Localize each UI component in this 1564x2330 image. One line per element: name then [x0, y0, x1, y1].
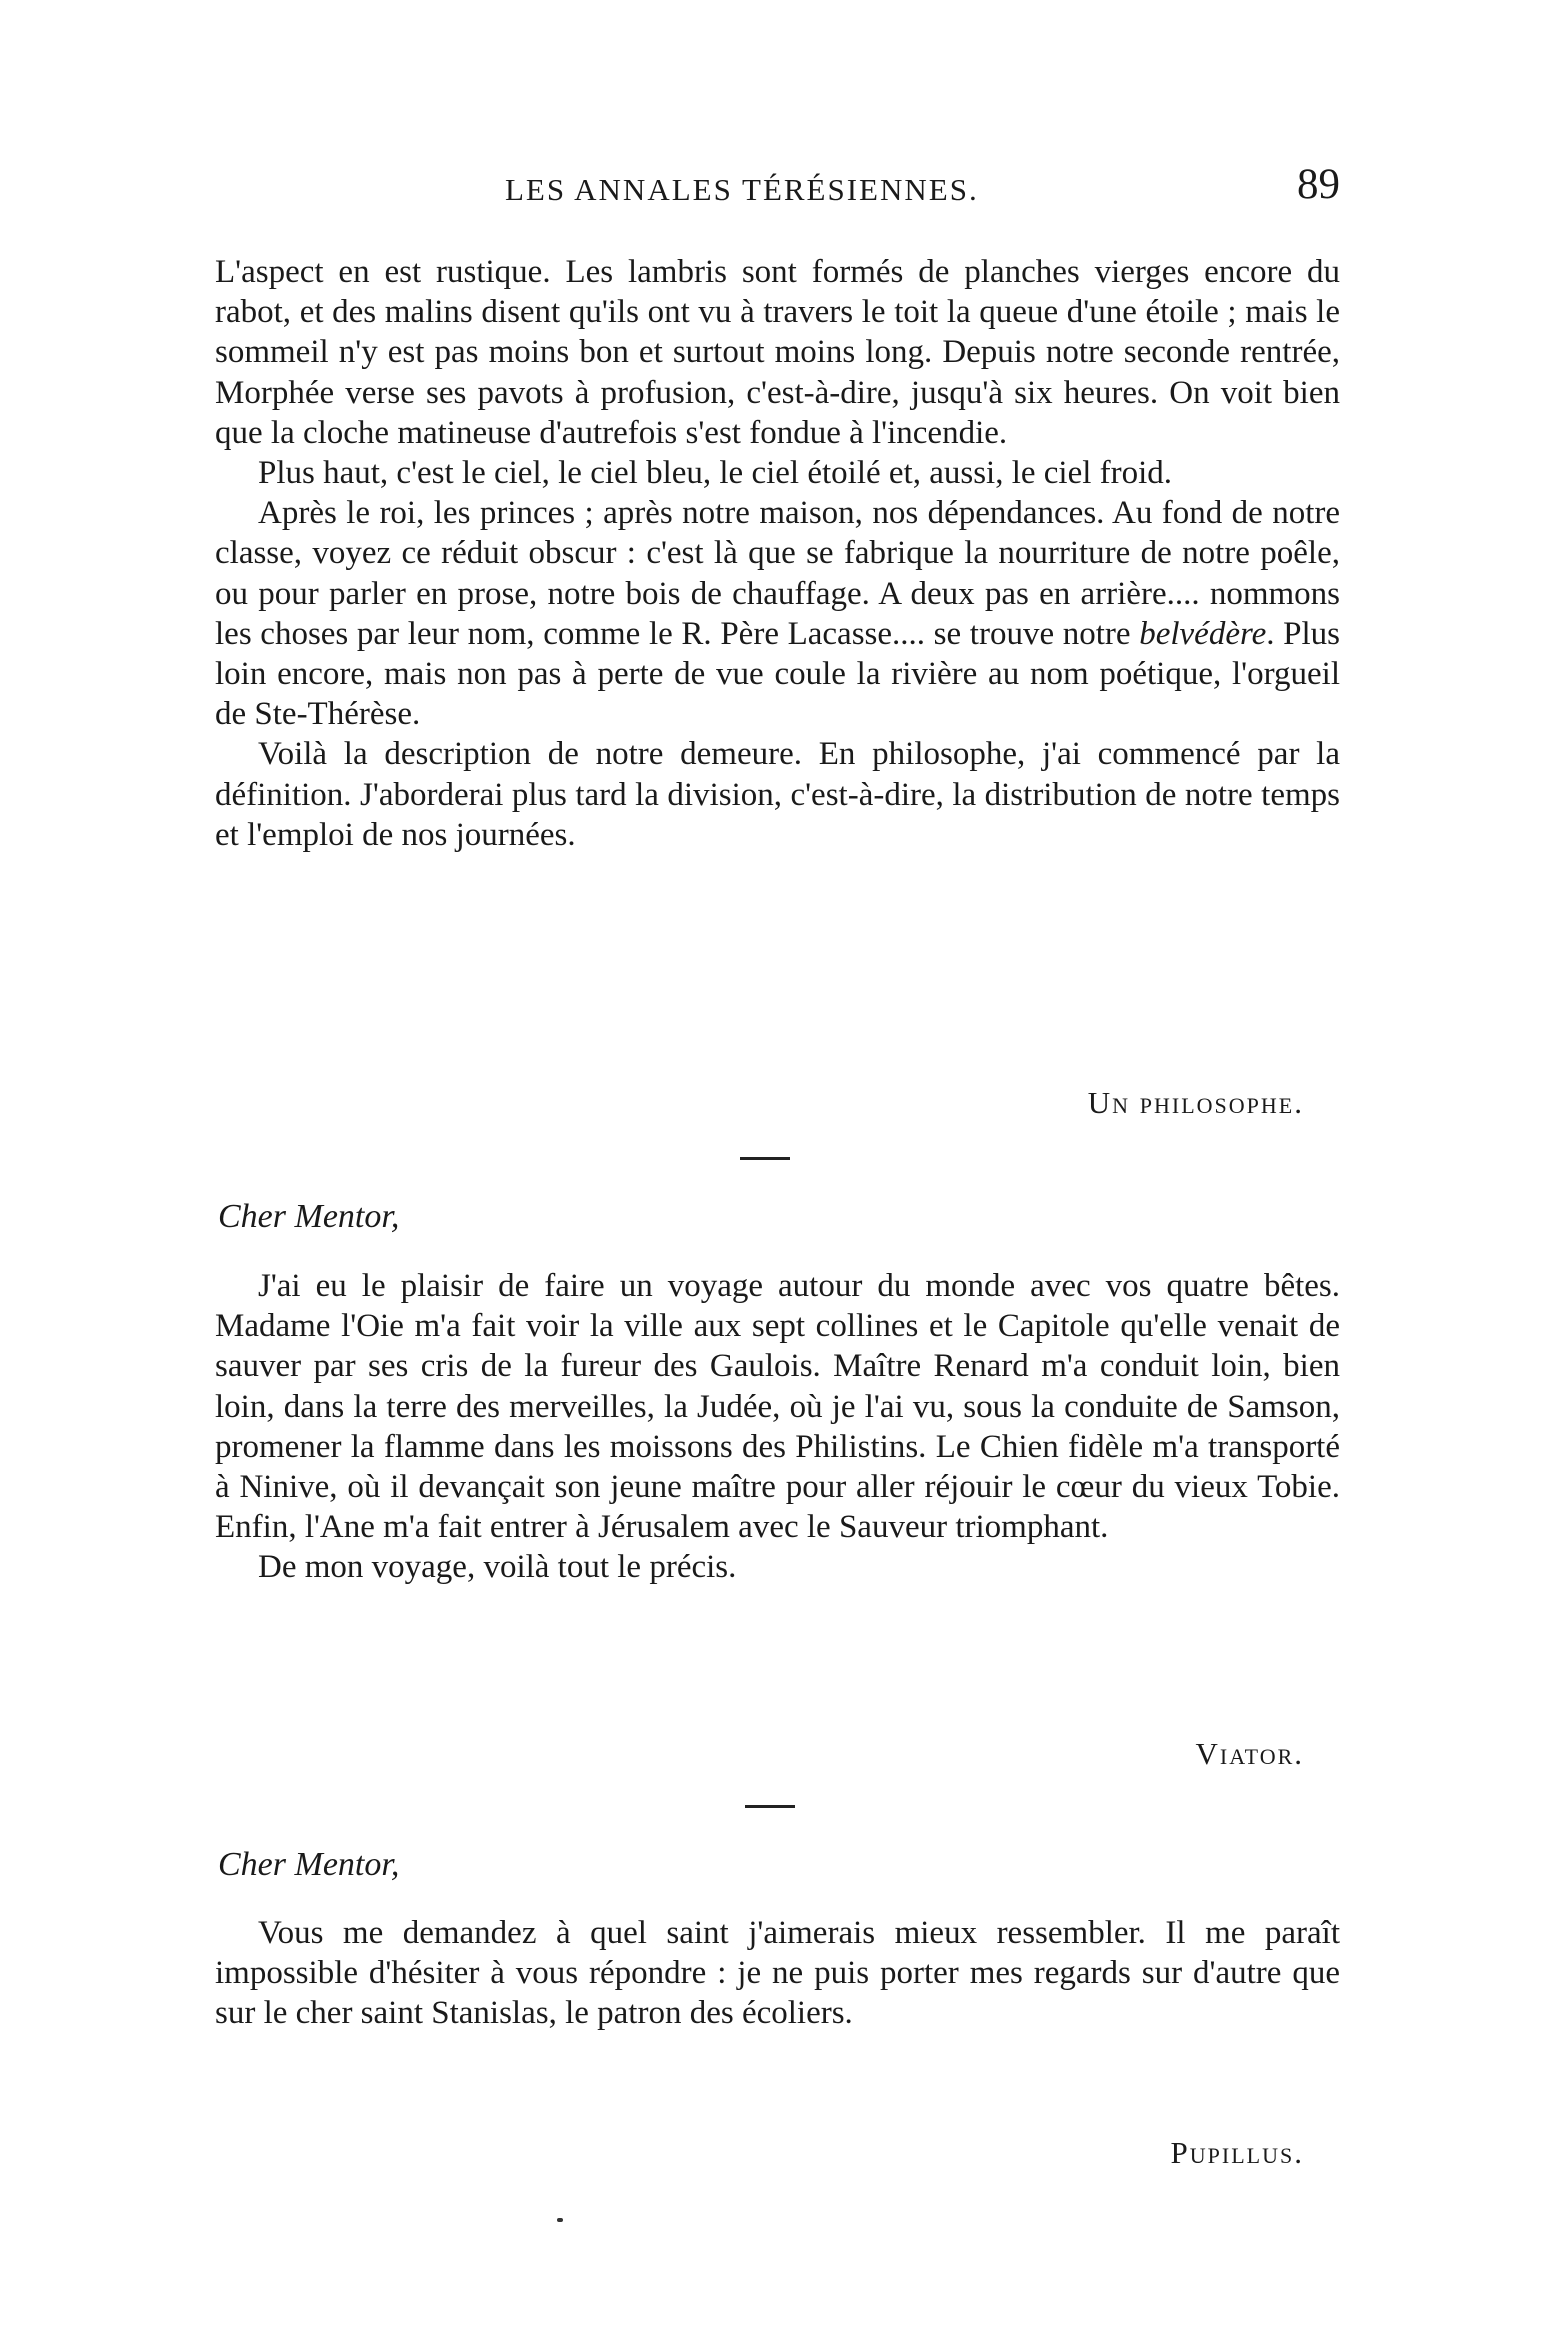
paragraph-dependencies [215, 493, 1340, 734]
paragraph-sky: Plus haut, c'est le ciel, le ciel bleu, le ciel étoilé et, aussi, le ciel froid. [258, 455, 1173, 492]
running-title: LES ANNALES TÉRÉSIENNES. [505, 172, 979, 207]
signature-philosophe: Un philosophe. [1087, 1085, 1304, 1120]
printer-mark [557, 2218, 563, 2222]
signature-pupillus: Pupillus. [1170, 2135, 1304, 2170]
page-number: 89 [1297, 161, 1340, 208]
letter-pupillus [215, 1913, 1340, 2034]
paragraph-voyage-summary: De mon voyage, voilà tout le précis. [258, 1549, 737, 1586]
belvedere-word: belvédère [1139, 615, 1267, 652]
signature-viator: Viator. [1195, 1736, 1304, 1771]
paragraph-dormitory: L'aspect en est rustique. Les lambris sont formés de planches vierges encore du rabot, et des malins disent qu'ils ont vu à travers le toit la queue d'une étoile ; mais le sommeil n'y est pas moins bon et surtout moins long. Depuis notre seconde rentrée, Morphée verse ses pavots à profusion, c'est-à-dire, jusqu'à six heures. On voit bien que la cloche matineuse d'autrefois s'est fondue à l'incendie. [215, 254, 1340, 451]
salutation-letter-1: Cher Mentor, [218, 1198, 400, 1235]
letter-viator [215, 1266, 1340, 1588]
paragraph-dependencies-text-2: . Plus loin encore, mais non pas à perte de vue coule la rivière au nom poétique, l'orgueil de Ste-Thérèse. [215, 615, 1340, 733]
paragraph-saint: Vous me demandez à quel saint j'aimerais mieux ressembler. Il me paraît impossible d'hésiter à vous répondre : je ne puis porter mes regards sur d'autre que sur le cher saint Stanislas, le patron des écoliers. [215, 1915, 1340, 2032]
paragraph-voyage: J'ai eu le plaisir de faire un voyage autour du monde avec vos quatre bêtes. Madame l'Oie m'a fait voir la ville aux sept collines et le Capitole qu'elle venait de sauver par ses cris de la fureur des Gaulois. Maître Renard m'a conduit loin, bien loin, dans la terre des merveilles, la Judée, où je l'ai vu, sous la conduite de Samson, promener la flamme dans les moissons des Philistins. Le Chien fidèle m'a transporté à Ninive, où il devançait son jeune maître pour aller réjouir le cœur du vieux Tobie. Enfin, l'Ane m'a fait entrer à Jérusalem avec le Sauveur triomphant. [215, 1268, 1340, 1546]
paragraph-conclusion: Voilà la description de notre demeure. En philosophe, j'ai commencé par la définition. J'aborderai plus tard la division, c'est-à-dire, la distribution de notre temps et l'emploi de nos journées. [215, 736, 1340, 853]
paragraph-dependencies-text-1: Après le roi, les princes ; après notre maison, nos dépendances. Au fond de notre classe, voyez ce réduit obscur : c'est là que se fabrique la nourriture de notre poêle, ou pour parler en prose, notre bois de chauffage. A deux pas en arrière.... nommons les choses par leur nom, comme le R. Père Lacasse.... se trouve notre [215, 495, 1340, 652]
page-header [215, 160, 1340, 220]
salutation-letter-2: Cher Mentor, [218, 1846, 400, 1883]
section-divider [740, 1157, 790, 1160]
section-description [215, 252, 1340, 855]
section-divider [745, 1805, 795, 1808]
